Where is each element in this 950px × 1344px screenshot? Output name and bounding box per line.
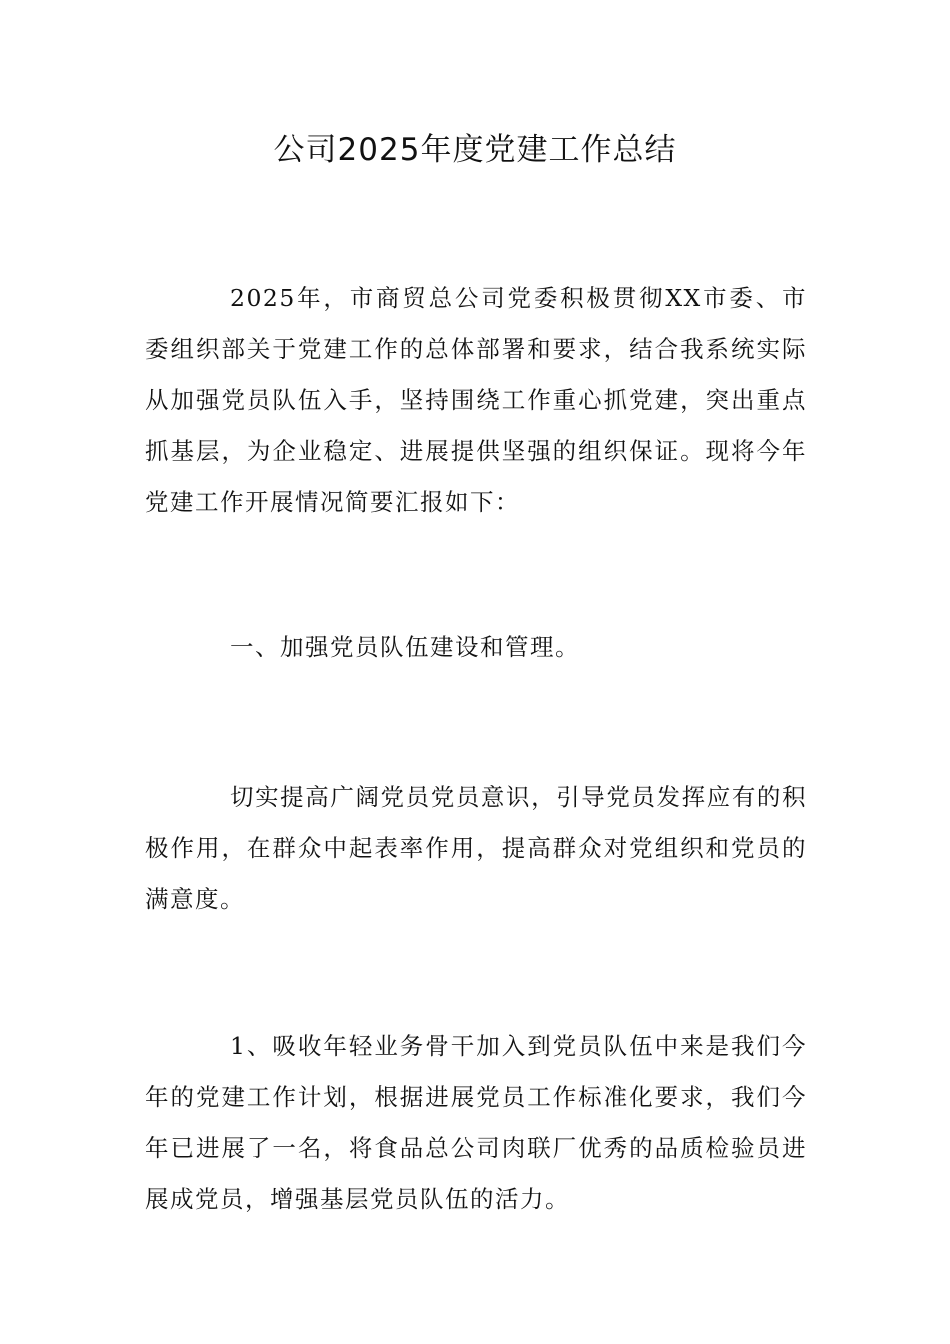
intro-paragraph: 2025年，市商贸总公司党委积极贯彻XX市委、市委组织部关于党建工作的总体部署和要求，结合我系统实际从加强党员队伍入手，坚持围绕工作重心抓党建，突出重点抓基层，为企业稳定、进展提供坚强的组织保证。现将今年党建工作开展情况简要汇报如下：: [145, 284, 807, 516]
item-paragraph: 1、吸收年轻业务骨干加入到党员队伍中来是我们今年的党建工作计划，根据进展党员工作标准化要求，我们今年已进展了一名，将食品总公司肉联厂优秀的品质检验员进展成党员，增强基层党员队伍的活力。: [145, 1032, 807, 1213]
section-heading: 一、加强党员队伍建设和管理。: [230, 633, 580, 661]
document-title: 公司2025年度党建工作总结: [273, 132, 677, 168]
section-paragraph: 切实提高广阔党员党员意识，引导党员发挥应有的积极作用，在群众中起表率作用，提高群众对党组织和党员的满意度。: [145, 783, 807, 913]
